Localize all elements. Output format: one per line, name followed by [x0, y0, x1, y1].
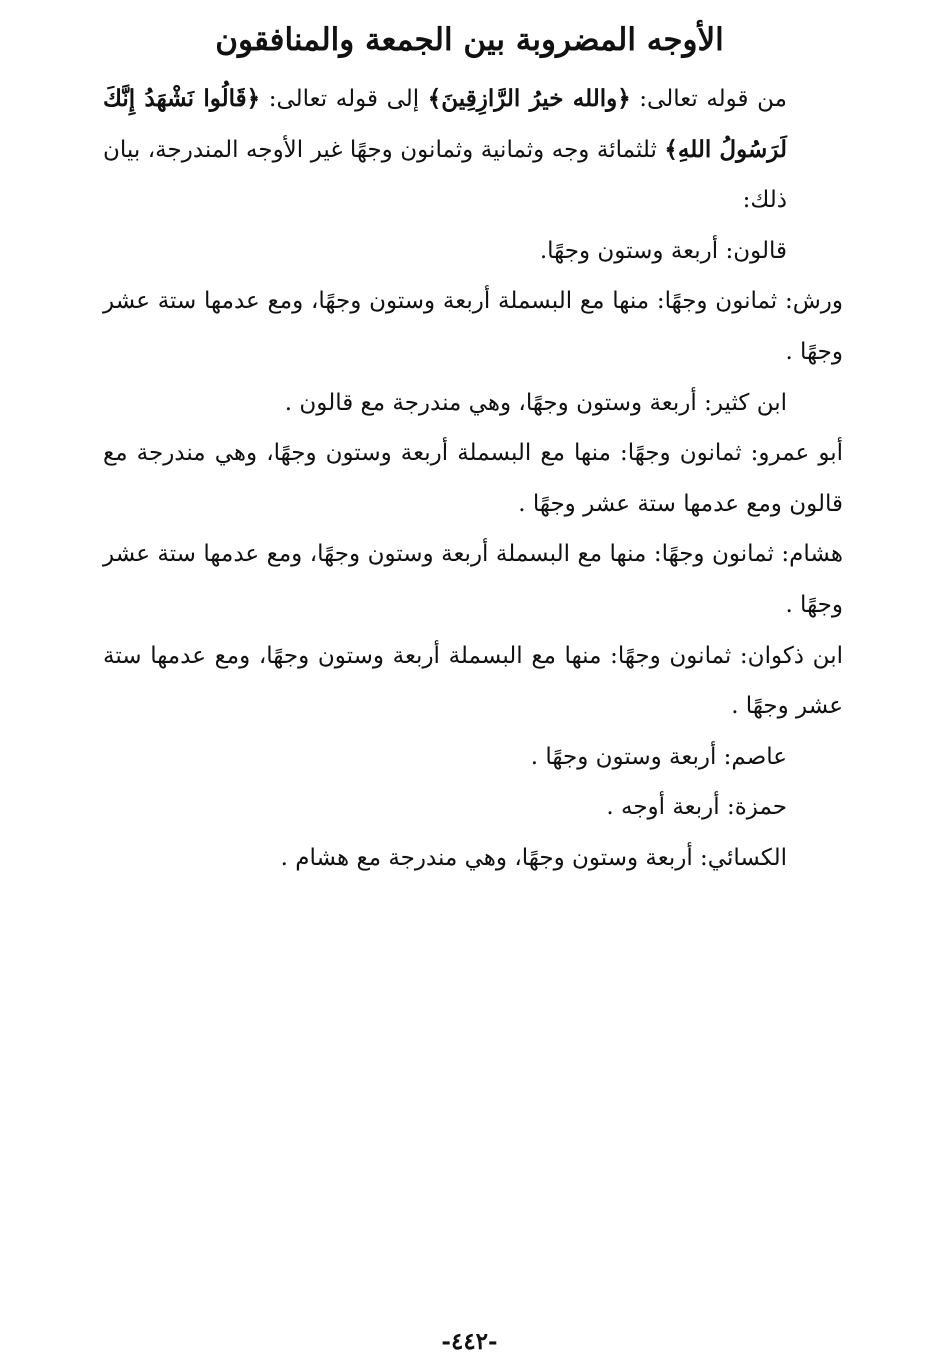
entry-hisham: هشام: ثمانون وجهًا: منها مع البسملة أربعة وستون وجهًا، ومع عدمها ستة عشر وجهًا . — [103, 541, 843, 618]
page-body — [103, 74, 843, 884]
quran-verse-2: ﴿قَالُوا نَشْهَدُ إِنَّكَ لَرَسُولُ اللهِ﴾ — [103, 85, 787, 163]
intro-middle: إلى قوله تعالى: — [260, 86, 428, 112]
entry-abu-amr: أبو عمرو: ثمانون وجهًا: منها مع البسملة أربعة وستون وجهًا، وهي مندرجة مع قالون ومع عدمها ستة عشر وجهًا . — [103, 440, 843, 517]
entry-kisai: الكسائي: أربعة وستون وجهًا، وهي مندرجة مع هشام . — [280, 844, 787, 871]
entry-warsh: ورش: ثمانون وجهًا: منها مع البسملة أربعة وستون وجهًا، ومع عدمها ستة عشر وجهًا . — [103, 288, 843, 365]
entry-qalun: قالون: أربعة وستون وجهًا. — [539, 237, 787, 264]
intro-paragraph — [103, 74, 843, 226]
entry-hamza: حمزة: أربعة أوجه . — [606, 794, 787, 821]
intro-suffix: ثلثمائة وجه وثمانية وثمانون وجهًا غير الأوجه المندرجة، بيان ذلك: — [103, 136, 787, 214]
quran-verse-1: ﴿والله خيرُ الرَّازِقِينَ﴾ — [427, 85, 631, 112]
entry-ibn-kathir: ابن كثير: أربعة وستون وجهًا، وهي مندرجة مع قالون . — [284, 389, 787, 416]
page-number: -٤٤٢- — [441, 1328, 498, 1355]
entry-asim: عاصم: أربعة وستون وجهًا . — [530, 743, 787, 770]
page-title: الأوجه المضروبة بين الجمعة والمنافقون — [215, 22, 724, 58]
intro-prefix: من قوله تعالى: — [630, 86, 787, 112]
entry-ibn-dhakwan: ابن ذكوان: ثمانون وجهًا: منها مع البسملة أربعة وستون وجهًا، ومع عدمها ستة عشر وجهًا . — [103, 642, 843, 720]
